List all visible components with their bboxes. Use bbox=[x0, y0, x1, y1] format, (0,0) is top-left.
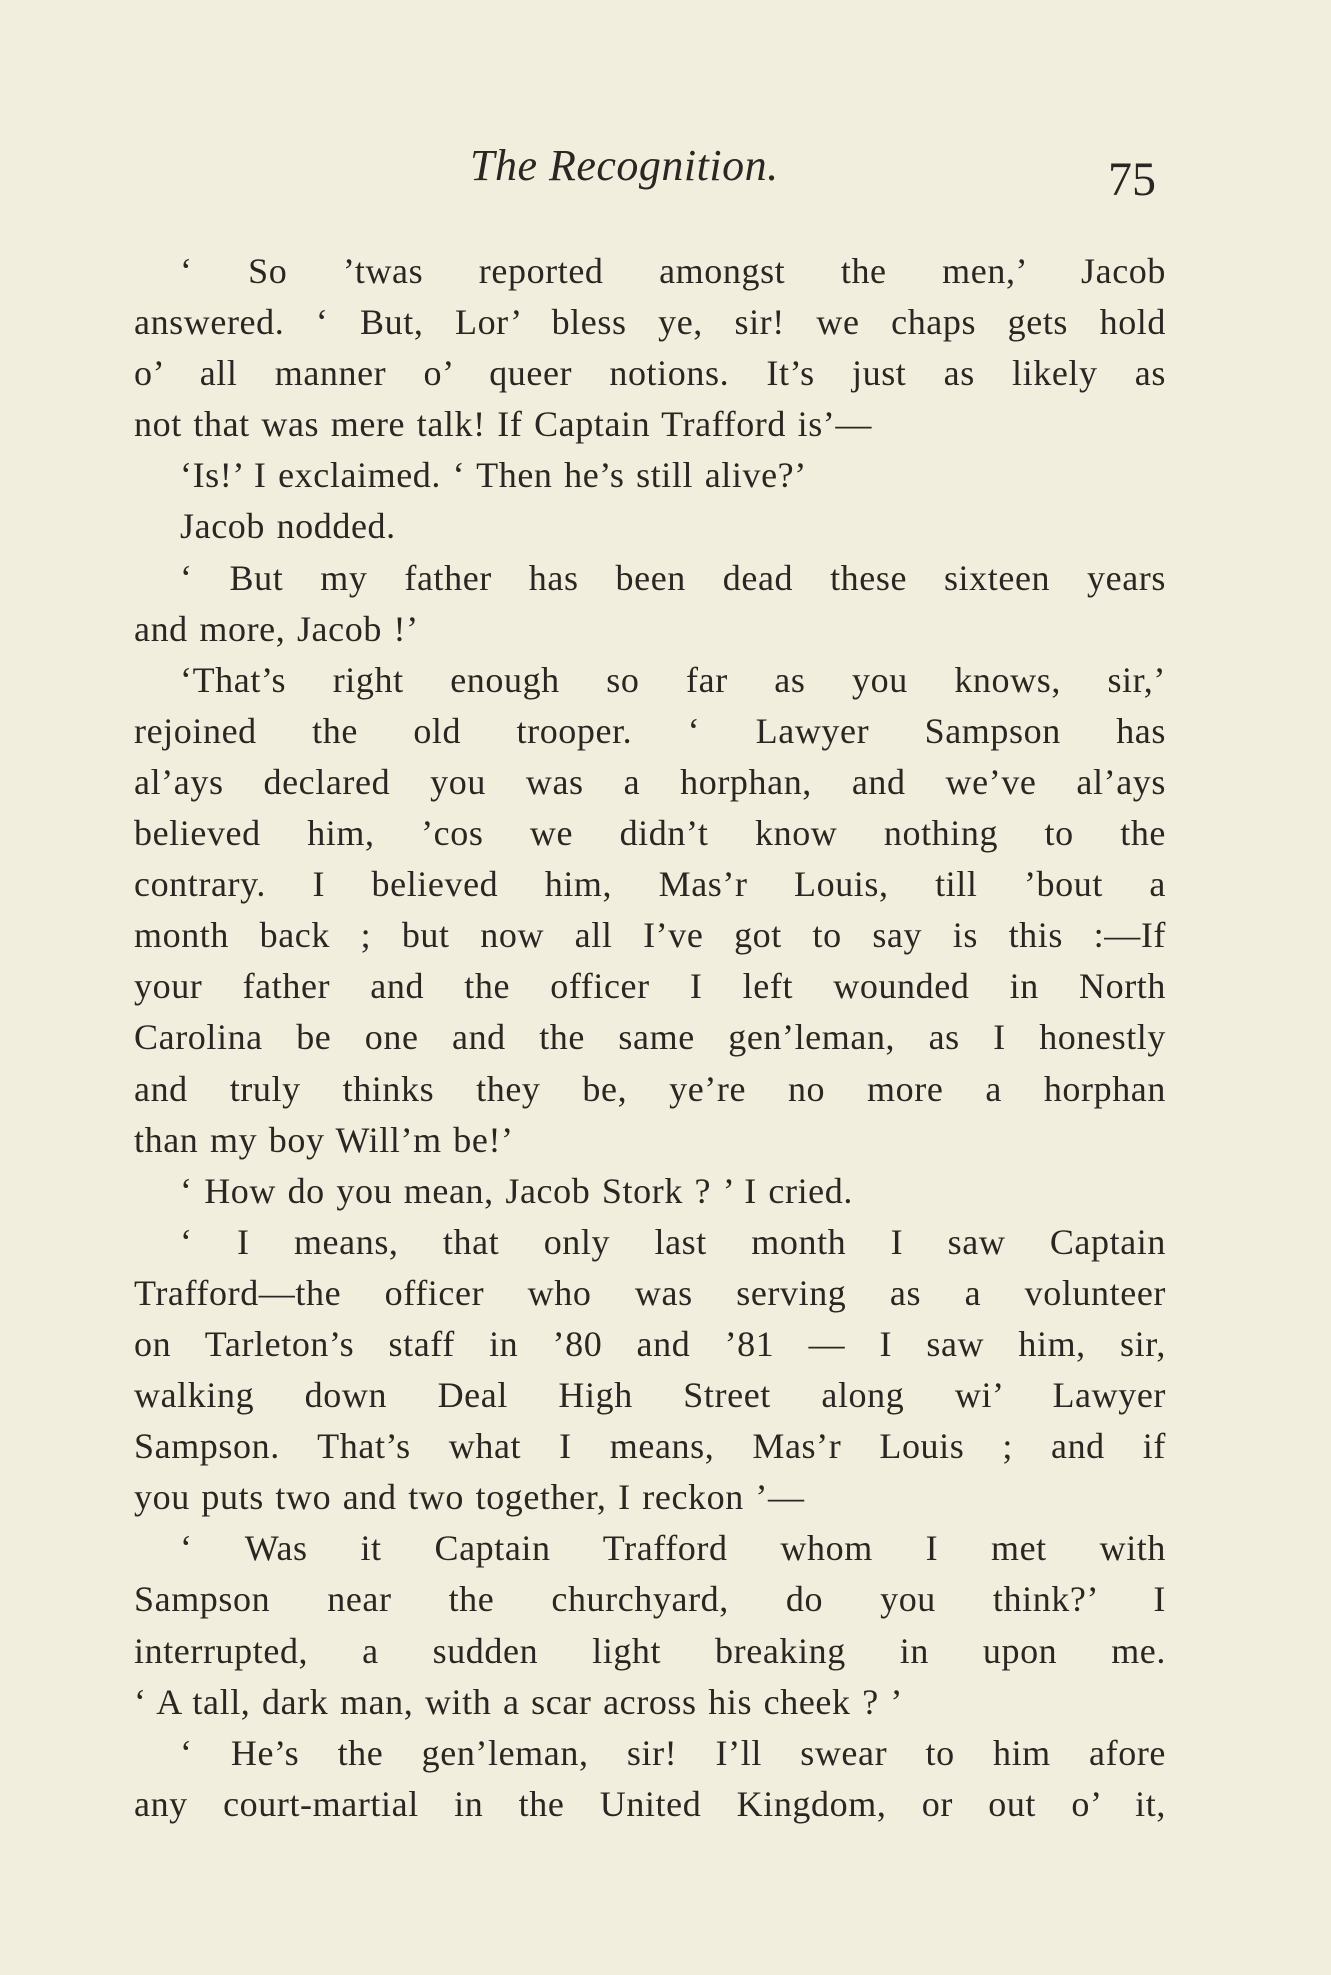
text-line: believed him, ’cos we didn’t know nothing to the bbox=[134, 813, 1166, 854]
page-number: 75 bbox=[1108, 153, 1156, 206]
text-line: on Tarleton’s staff in ’80 and ’81 — I saw him, sir, bbox=[134, 1323, 1166, 1364]
text-line: ‘ I means, that only last month I saw Captain bbox=[180, 1221, 1166, 1262]
text-line: ‘That’s right enough so far as you knows, sir,’ bbox=[180, 659, 1166, 700]
text-line: contrary. I believed him, Mas’r Louis, till ’bout a bbox=[134, 864, 1166, 905]
text-line: al’ays declared you was a horphan, and we’ve al’ays bbox=[134, 761, 1166, 802]
text-line: Jacob nodded. bbox=[180, 506, 396, 547]
text-line: ‘Is!’ I exclaimed. ‘ Then he’s still alive?’ bbox=[180, 455, 807, 496]
text-line: o’ all manner o’ queer notions. It’s just as likely as bbox=[134, 353, 1166, 394]
text-line: than my boy Will’m be!’ bbox=[134, 1119, 514, 1160]
text-line: rejoined the old trooper. ‘ Lawyer Sampson has bbox=[134, 710, 1166, 751]
text-line: ‘ He’s the gen’leman, sir! I’ll swear to him afore bbox=[180, 1732, 1166, 1773]
text-line: and more, Jacob !’ bbox=[134, 608, 419, 649]
text-line: Carolina be one and the same gen’leman, as I honestly bbox=[134, 1017, 1166, 1058]
text-line: Sampson near the churchyard, do you think?’ I bbox=[134, 1579, 1166, 1620]
text-line: not that was mere talk! If Captain Trafford is’— bbox=[134, 404, 872, 445]
text-line: ‘ So ’twas reported amongst the men,’ Jacob bbox=[180, 251, 1166, 291]
text-line: month back ; but now all I’ve got to say is this :—If bbox=[134, 915, 1166, 956]
text-line: answered. ‘ But, Lor’ bless ye, sir! we chaps gets hold bbox=[134, 302, 1166, 343]
text-line: your father and the officer I left wounded in North bbox=[134, 966, 1166, 1007]
text-line: ‘ But my father has been dead these sixteen years bbox=[180, 557, 1166, 598]
text-line: you puts two and two together, I reckon ’— bbox=[134, 1477, 805, 1518]
text-line: ‘ A tall, dark man, with a scar across his cheek ? ’ bbox=[134, 1681, 903, 1722]
text-line: ‘ Was it Captain Trafford whom I met with bbox=[180, 1528, 1166, 1569]
body-text bbox=[134, 246, 1166, 1830]
text-line: walking down Deal High Street along wi’ Lawyer bbox=[134, 1375, 1166, 1416]
running-title: The Recognition. bbox=[470, 141, 779, 190]
text-line: Trafford—the officer who was serving as a volunteer bbox=[134, 1272, 1166, 1313]
text-line: ‘ How do you mean, Jacob Stork ? ’ I cried. bbox=[180, 1170, 853, 1211]
text-line: and truly thinks they be, ye’re no more a horphan bbox=[134, 1068, 1166, 1109]
text-line: Sampson. That’s what I means, Mas’r Louis ; and if bbox=[134, 1426, 1166, 1467]
text-line: any court-martial in the United Kingdom, or out o’ it, bbox=[134, 1783, 1166, 1824]
text-line: interrupted, a sudden light breaking in upon me. bbox=[134, 1630, 1166, 1671]
